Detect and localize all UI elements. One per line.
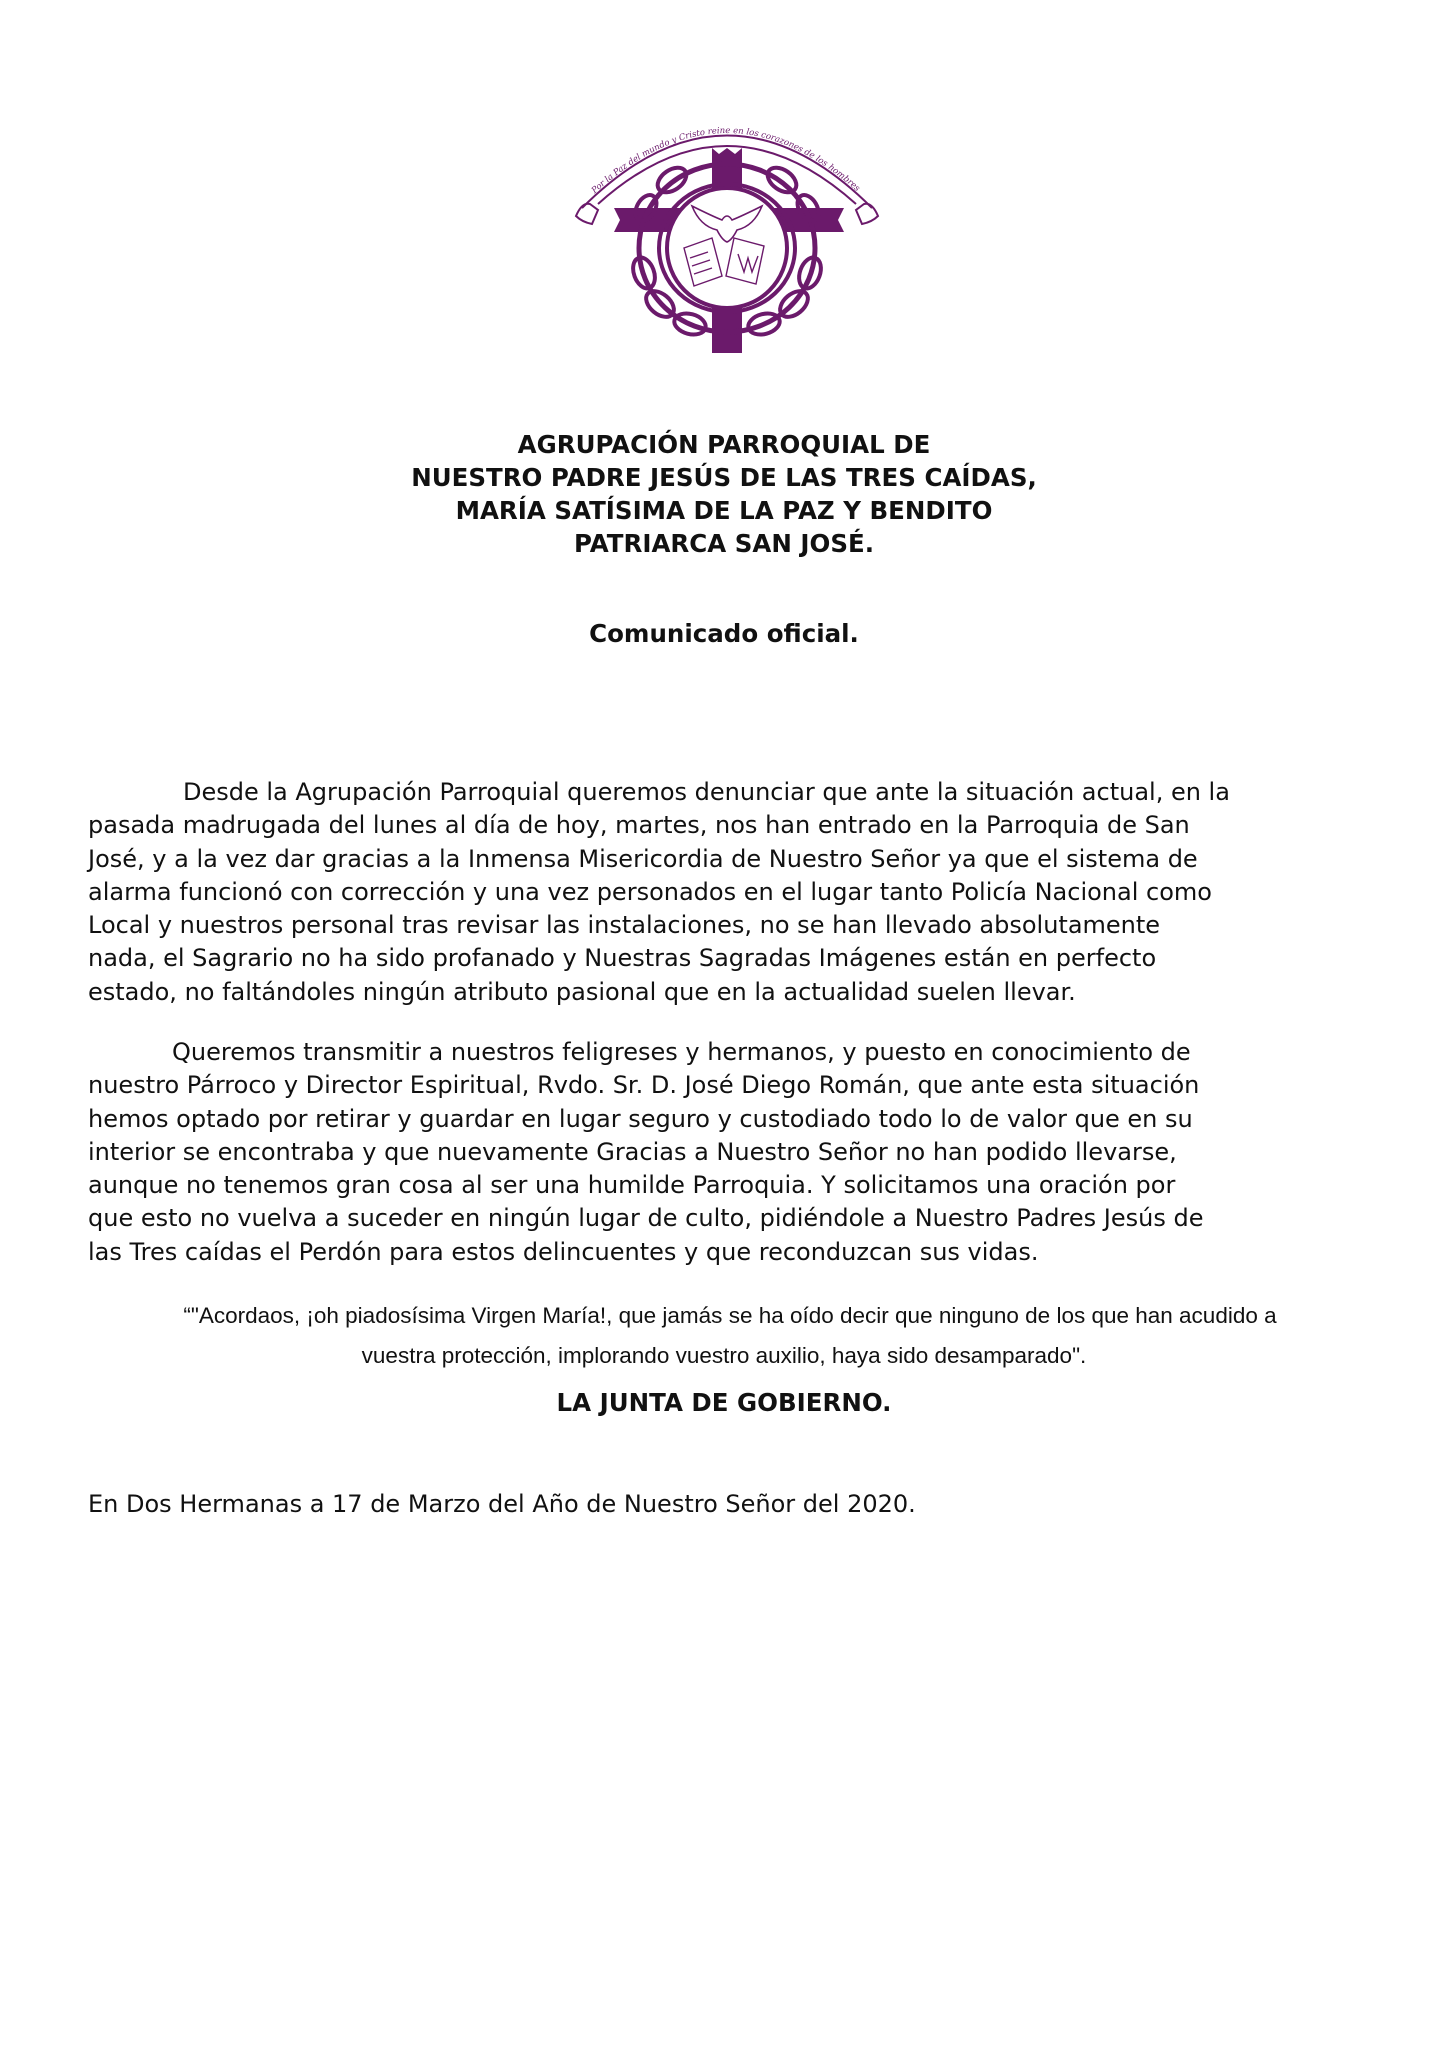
paragraph-line: que esto no vuelva a suceder en ningún lugar de culto, pidiéndole a Nuestro Padres Jesús de [88,1204,1204,1233]
title-line: NUESTRO PADRE JESÚS DE LAS TRES CAÍDAS, [411,463,1037,492]
paragraph-line: Desde la Agrupación Parroquial queremos denunciar que ante la situación actual, en la [183,778,1230,806]
banner-text: Por la Paz del mundo y Cristo reine en los corazones de los hombres [589,125,862,196]
title-line: MARÍA SATÍSIMA DE LA PAZ Y BENDITO [455,496,993,525]
title-line: PATRIARCA SAN JOSÉ. [573,529,875,558]
prayer-quote [0,1296,1448,1376]
paragraph-line: nuestro Párroco y Director Espiritual, Rvdo. Sr. D. José Diego Román, que ante esta situación [88,1071,1200,1100]
quote-line: “"Acordaos, ¡oh piadosísima Virgen María!, que jamás se ha oído decir que ninguno de los que han acudido a [183,1303,1277,1328]
paragraph-line: hemos optado por retirar y guardar en lugar seguro y custodiado todo lo de valor que en su [88,1104,1193,1133]
quote-line: vuestra protección, implorando vuestro auxilio, haya sido desamparado". [361,1343,1087,1368]
paragraph-line: aunque no tenemos gran cosa al ser una humilde Parroquia. Y solicitamos una oración por [88,1171,1176,1200]
paragraph-line: las Tres caídas el Perdón para estos delincuentes y que reconduzcan sus vidas. [88,1237,1039,1266]
paragraph-line: José, y a la vez dar gracias a la Inmensa Misericordia de Nuestro Señor ya que el sistema de [88,844,1198,873]
document-subtitle: Comunicado oficial. [589,619,859,648]
title-line: AGRUPACIÓN PARROQUIAL DE [517,430,931,459]
organization-title [0,428,1448,560]
paragraph-line: alarma funcionó con corrección y una vez personados en el lugar tanto Policía Nacional como [88,877,1212,906]
paragraph-line: estado, no faltándoles ningún atributo pasional que en la actualidad suelen llevar. [88,977,1076,1006]
paragraph-line: Local y nuestros personal tras revisar las instalaciones, no se han llevado absolutamente [88,911,1161,940]
crest-logo [572,108,882,358]
paragraph-line: Queremos transmitir a nuestros feligreses y hermanos, y puesto en conocimiento de [172,1038,1191,1066]
signature: LA JUNTA DE GOBIERNO. [556,1388,892,1417]
body-paragraph [88,1036,1358,1269]
paragraph-line: nada, el Sagrario no ha sido profanado y Nuestras Sagradas Imágenes están en perfecto [88,944,1157,973]
body-paragraph [88,776,1358,1009]
paragraph-line: interior se encontraba y que nuevamente Gracias a Nuestro Señor no han podido llevarse, [88,1137,1177,1166]
dateline: En Dos Hermanas a 17 de Marzo del Año de Nuestro Señor del 2020. [88,1490,916,1518]
paragraph-line: pasada madrugada del lunes al día de hoy, martes, nos han entrado en la Parroquia de San [88,811,1190,840]
